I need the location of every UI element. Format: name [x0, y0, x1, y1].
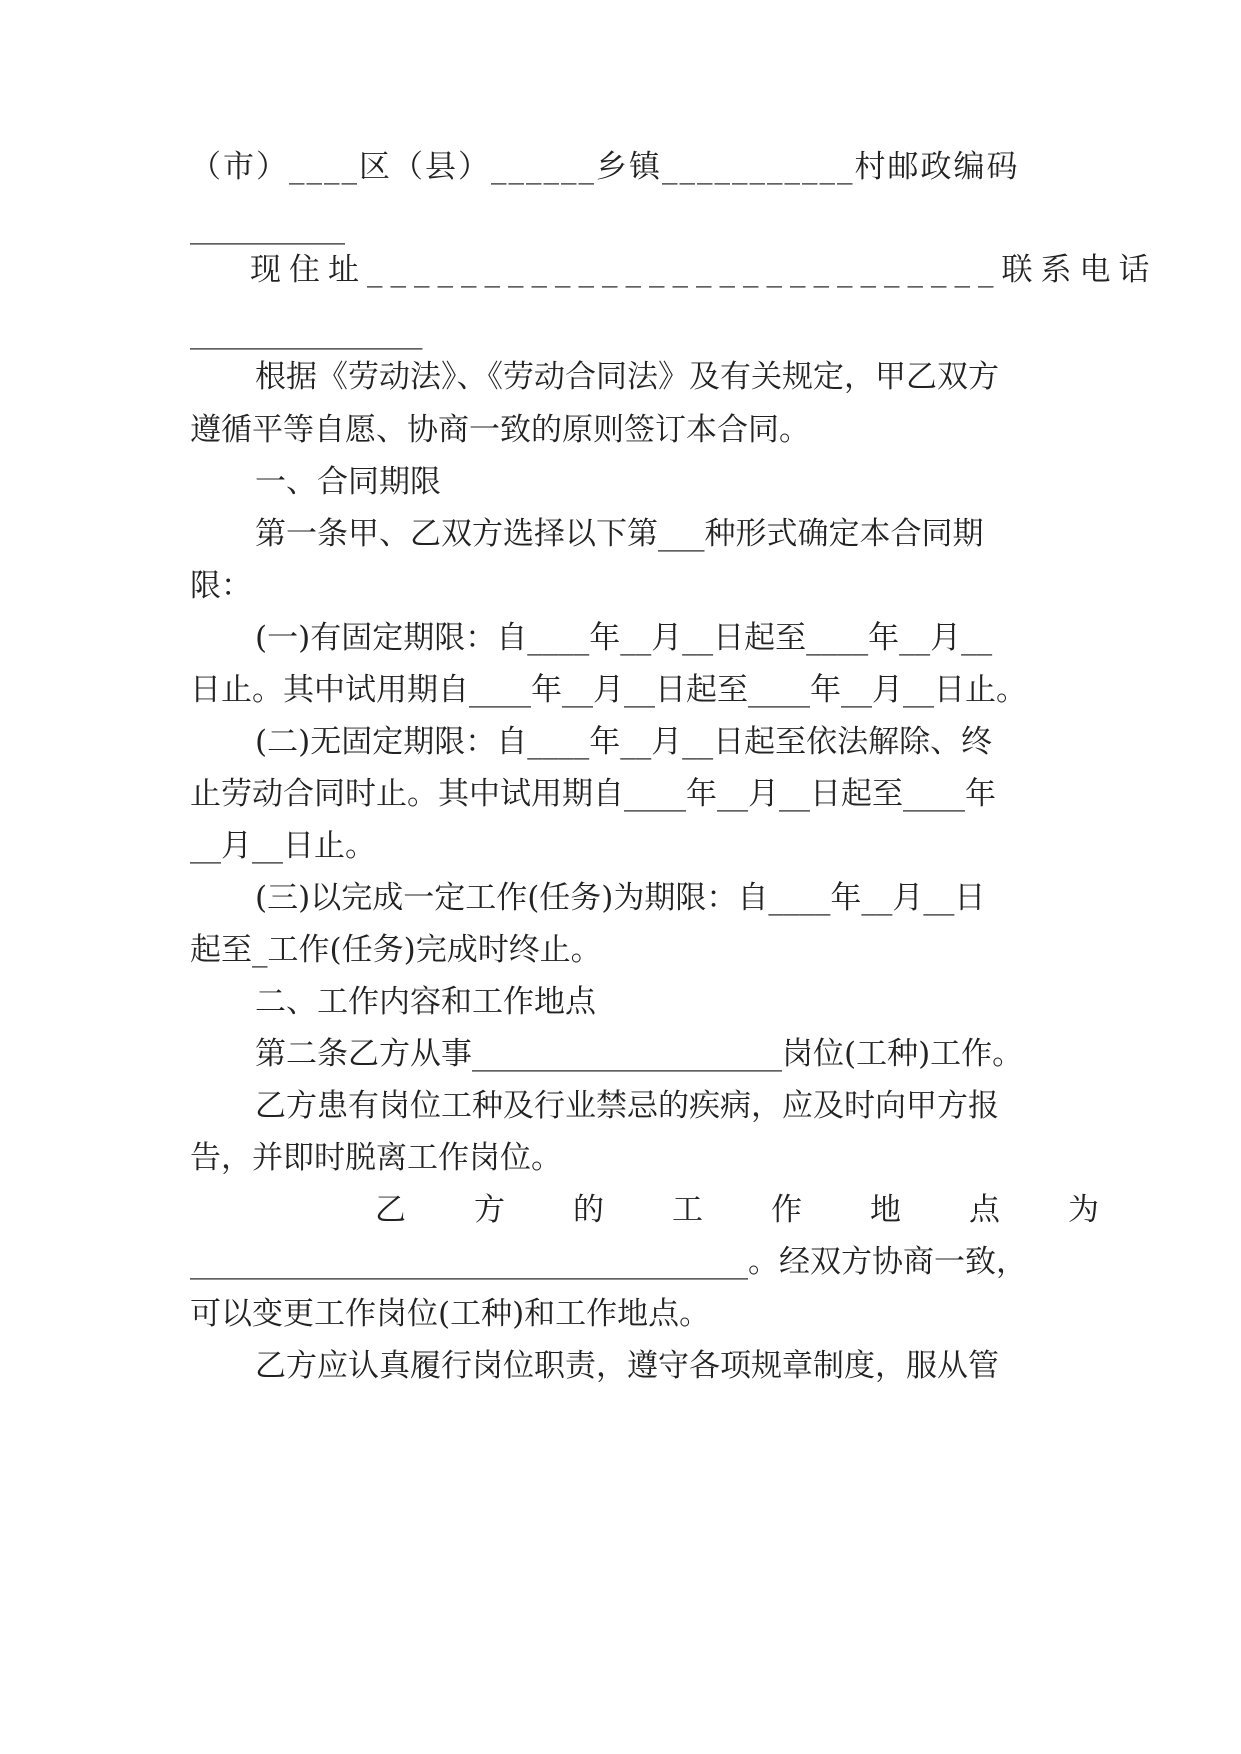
address-line: （市）____区（县）______乡镇___________村邮政编码: [190, 149, 1020, 185]
option-3-line-2: 起至_工作(任务)完成时终止。: [190, 932, 602, 968]
workplace-line-2: ____________________________________。经双方协商一致，: [190, 1244, 1027, 1280]
article-1-line-1: 第一条甲、乙双方选择以下第___种形式确定本合同期: [255, 516, 984, 552]
option-2-line-2: 止劳动合同时止。其中试用期自____年__月__日起至____年: [190, 776, 996, 812]
option-1-line-1: (一)有固定期限：自____年__月__日起至____年__月__: [255, 620, 993, 656]
postal-code-blank: __________: [190, 209, 345, 245]
section-heading-1: 一、合同期限: [255, 464, 441, 500]
article-2-line-1: 第二条乙方从事____________________岗位(工种)工作。: [255, 1036, 1024, 1072]
duty-clause-line-1: 乙方应认真履行岗位职责，遵守各项规章制度，服从管: [255, 1348, 999, 1384]
preamble-line-2: 遵循平等自愿、协商一致的原则签订本合同。: [190, 412, 810, 448]
preamble-line-1: 根据《劳动法》、《劳动合同法》及有关规定，甲乙双方: [255, 359, 999, 395]
current-address-line: 现住址___________________________联系电话: [250, 252, 1158, 288]
option-2-line-1: (二)无固定期限：自____年__月__日起至依法解除、终: [255, 724, 993, 760]
workplace-line-1: 乙方的工作地点为: [375, 1192, 1167, 1228]
article-1-line-2: 限：: [190, 568, 252, 604]
option-2-line-3: __月__日止。: [190, 828, 376, 864]
disease-clause-line-1: 乙方患有岗位工种及行业禁忌的疾病，应及时向甲方报: [255, 1088, 999, 1124]
workplace-line-3: 可以变更工作岗位(工种)和工作地点。: [190, 1296, 711, 1332]
disease-clause-line-2: 告，并即时脱离工作岗位。: [190, 1140, 562, 1176]
option-3-line-1: (三)以完成一定工作(任务)为期限：自____年__月__日: [255, 880, 986, 916]
phone-blank: _______________: [190, 314, 423, 350]
section-heading-2: 二、工作内容和工作地点: [255, 984, 596, 1020]
option-1-line-2: 日止。其中试用期自____年__月__日起至____年__月__日止。: [190, 672, 1027, 708]
